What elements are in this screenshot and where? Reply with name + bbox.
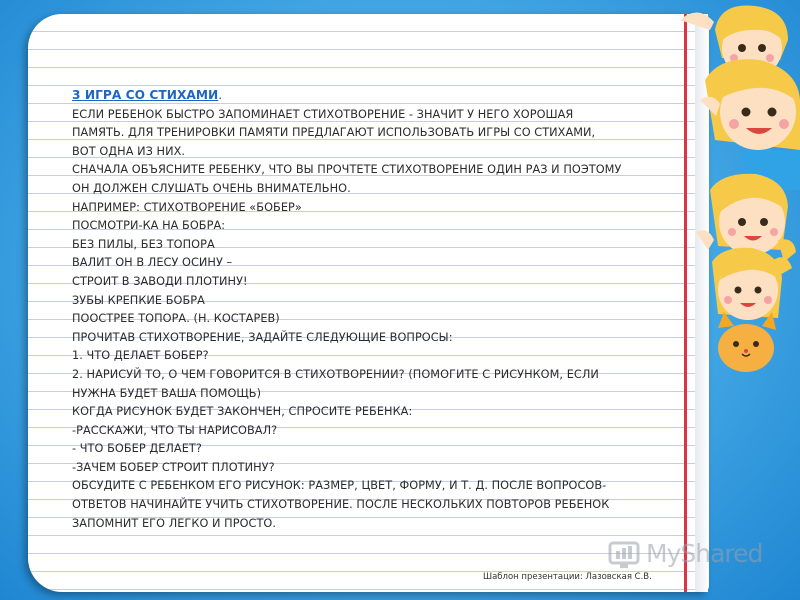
title-line: [72, 86, 682, 106]
text-line: 1. ЧТО ДЕЛАЕТ БОБЕР?: [72, 349, 209, 363]
text-line: КОГДА РИСУНОК БУДЕТ ЗАКОНЧЕН, СПРОСИТЕ РЕБЕНКА:: [72, 405, 413, 419]
text-line: СТРОИТ В ЗАВОДИ ПЛОТИНУ!: [72, 274, 248, 288]
text-line: БЕЗ ПИЛЫ, БЕЗ ТОПОРА: [72, 237, 215, 251]
text-line: ОН ДОЛЖЕН СЛУШАТЬ ОЧЕНЬ ВНИМАТЕЛЬНО.: [72, 181, 351, 195]
template-credit: Шаблон презентации: Лазовская С.В.: [483, 572, 652, 582]
text-line: ЗУБЫ КРЕПКИЕ БОБРА: [72, 293, 205, 307]
text-line: СНАЧАЛА ОБЪЯСНИТЕ РЕБЕНКУ, ЧТО ВЫ ПРОЧТЕТЕ СТИХОТВОРЕНИЕ ОДИН РАЗ И ПОЭТОМУ: [72, 163, 622, 177]
text-line: НУЖНА БУДЕТ ВАША ПОМОЩЬ): [72, 386, 262, 400]
slide-body: [72, 86, 682, 533]
text-line: -ЗАЧЕМ БОБЕР СТРОИТ ПЛОТИНУ?: [72, 460, 275, 474]
cat-face-icon: [718, 312, 776, 372]
text-line: ВОТ ОДНА ИЗ НИХ.: [72, 144, 186, 158]
peeking-kids-illustration-icon: [660, 0, 800, 600]
watermark-logo-icon: [606, 537, 646, 571]
text-line: ЗАПОМНИТ ЕГО ЛЕГКО И ПРОСТО.: [72, 516, 276, 530]
text-line: ЕСЛИ РЕБЕНОК БЫСТРО ЗАПОМИНАЕТ СТИХОТВОРЕНИЕ - ЗНАЧИТ У НЕГО ХОРОШАЯ: [72, 107, 574, 121]
title-link[interactable]: 3 ИГРА СО СТИХАМИ: [72, 88, 219, 102]
watermark-text: MyShared: [646, 539, 763, 568]
kid-head-icon: [700, 59, 800, 150]
text-line: ОТВЕТОВ НАЧИНАЙТЕ УЧИТЬ СТИХОТВОРЕНИЕ. ПОСЛЕ НЕСКОЛЬКИХ ПОВТОРОВ РЕБЕНОК: [72, 498, 610, 512]
text-line: ПАМЯТЬ. ДЛЯ ТРЕНИРОВКИ ПАМЯТИ ПРЕДЛАГАЮТ ИСПОЛЬЗОВАТЬ ИГРЫ СО СТИХАМИ,: [72, 126, 596, 140]
title-suffix: .: [218, 89, 222, 102]
kid-head-icon: [712, 248, 792, 320]
text-line: ПОСМОТРИ-КА НА БОБРА:: [72, 219, 226, 233]
text-line: 2. НАРИСУЙ ТО, О ЧЕМ ГОВОРИТСЯ В СТИХОТВОРЕНИИ? (ПОМОГИТЕ С РИСУНКОМ, ЕСЛИ: [72, 367, 599, 381]
text-line: ВАЛИТ ОН В ЛЕСУ ОСИНУ –: [72, 256, 233, 270]
text-line: - ЧТО БОБЕР ДЕЛАЕТ?: [72, 442, 202, 456]
text-line: НАПРИМЕР: СТИХОТВОРЕНИЕ «БОБЕР»: [72, 200, 302, 214]
text-line: ОБСУДИТЕ С РЕБЕНКОМ ЕГО РИСУНОК: РАЗМЕР, ЦВЕТ, ФОРМУ, И Т. Д. ПОСЛЕ ВОПРОСОВ-: [72, 479, 607, 493]
text-line: ПРОЧИТАВ СТИХОТВОРЕНИЕ, ЗАДАЙТЕ СЛЕДУЮЩИЕ ВОПРОСЫ:: [72, 330, 453, 344]
text-line: ПООСТРЕЕ ТОПОРА. (Н. КОСТАРЕВ): [72, 312, 280, 326]
text-line: -РАССКАЖИ, ЧТО ТЫ НАРИСОВАЛ?: [72, 423, 278, 437]
